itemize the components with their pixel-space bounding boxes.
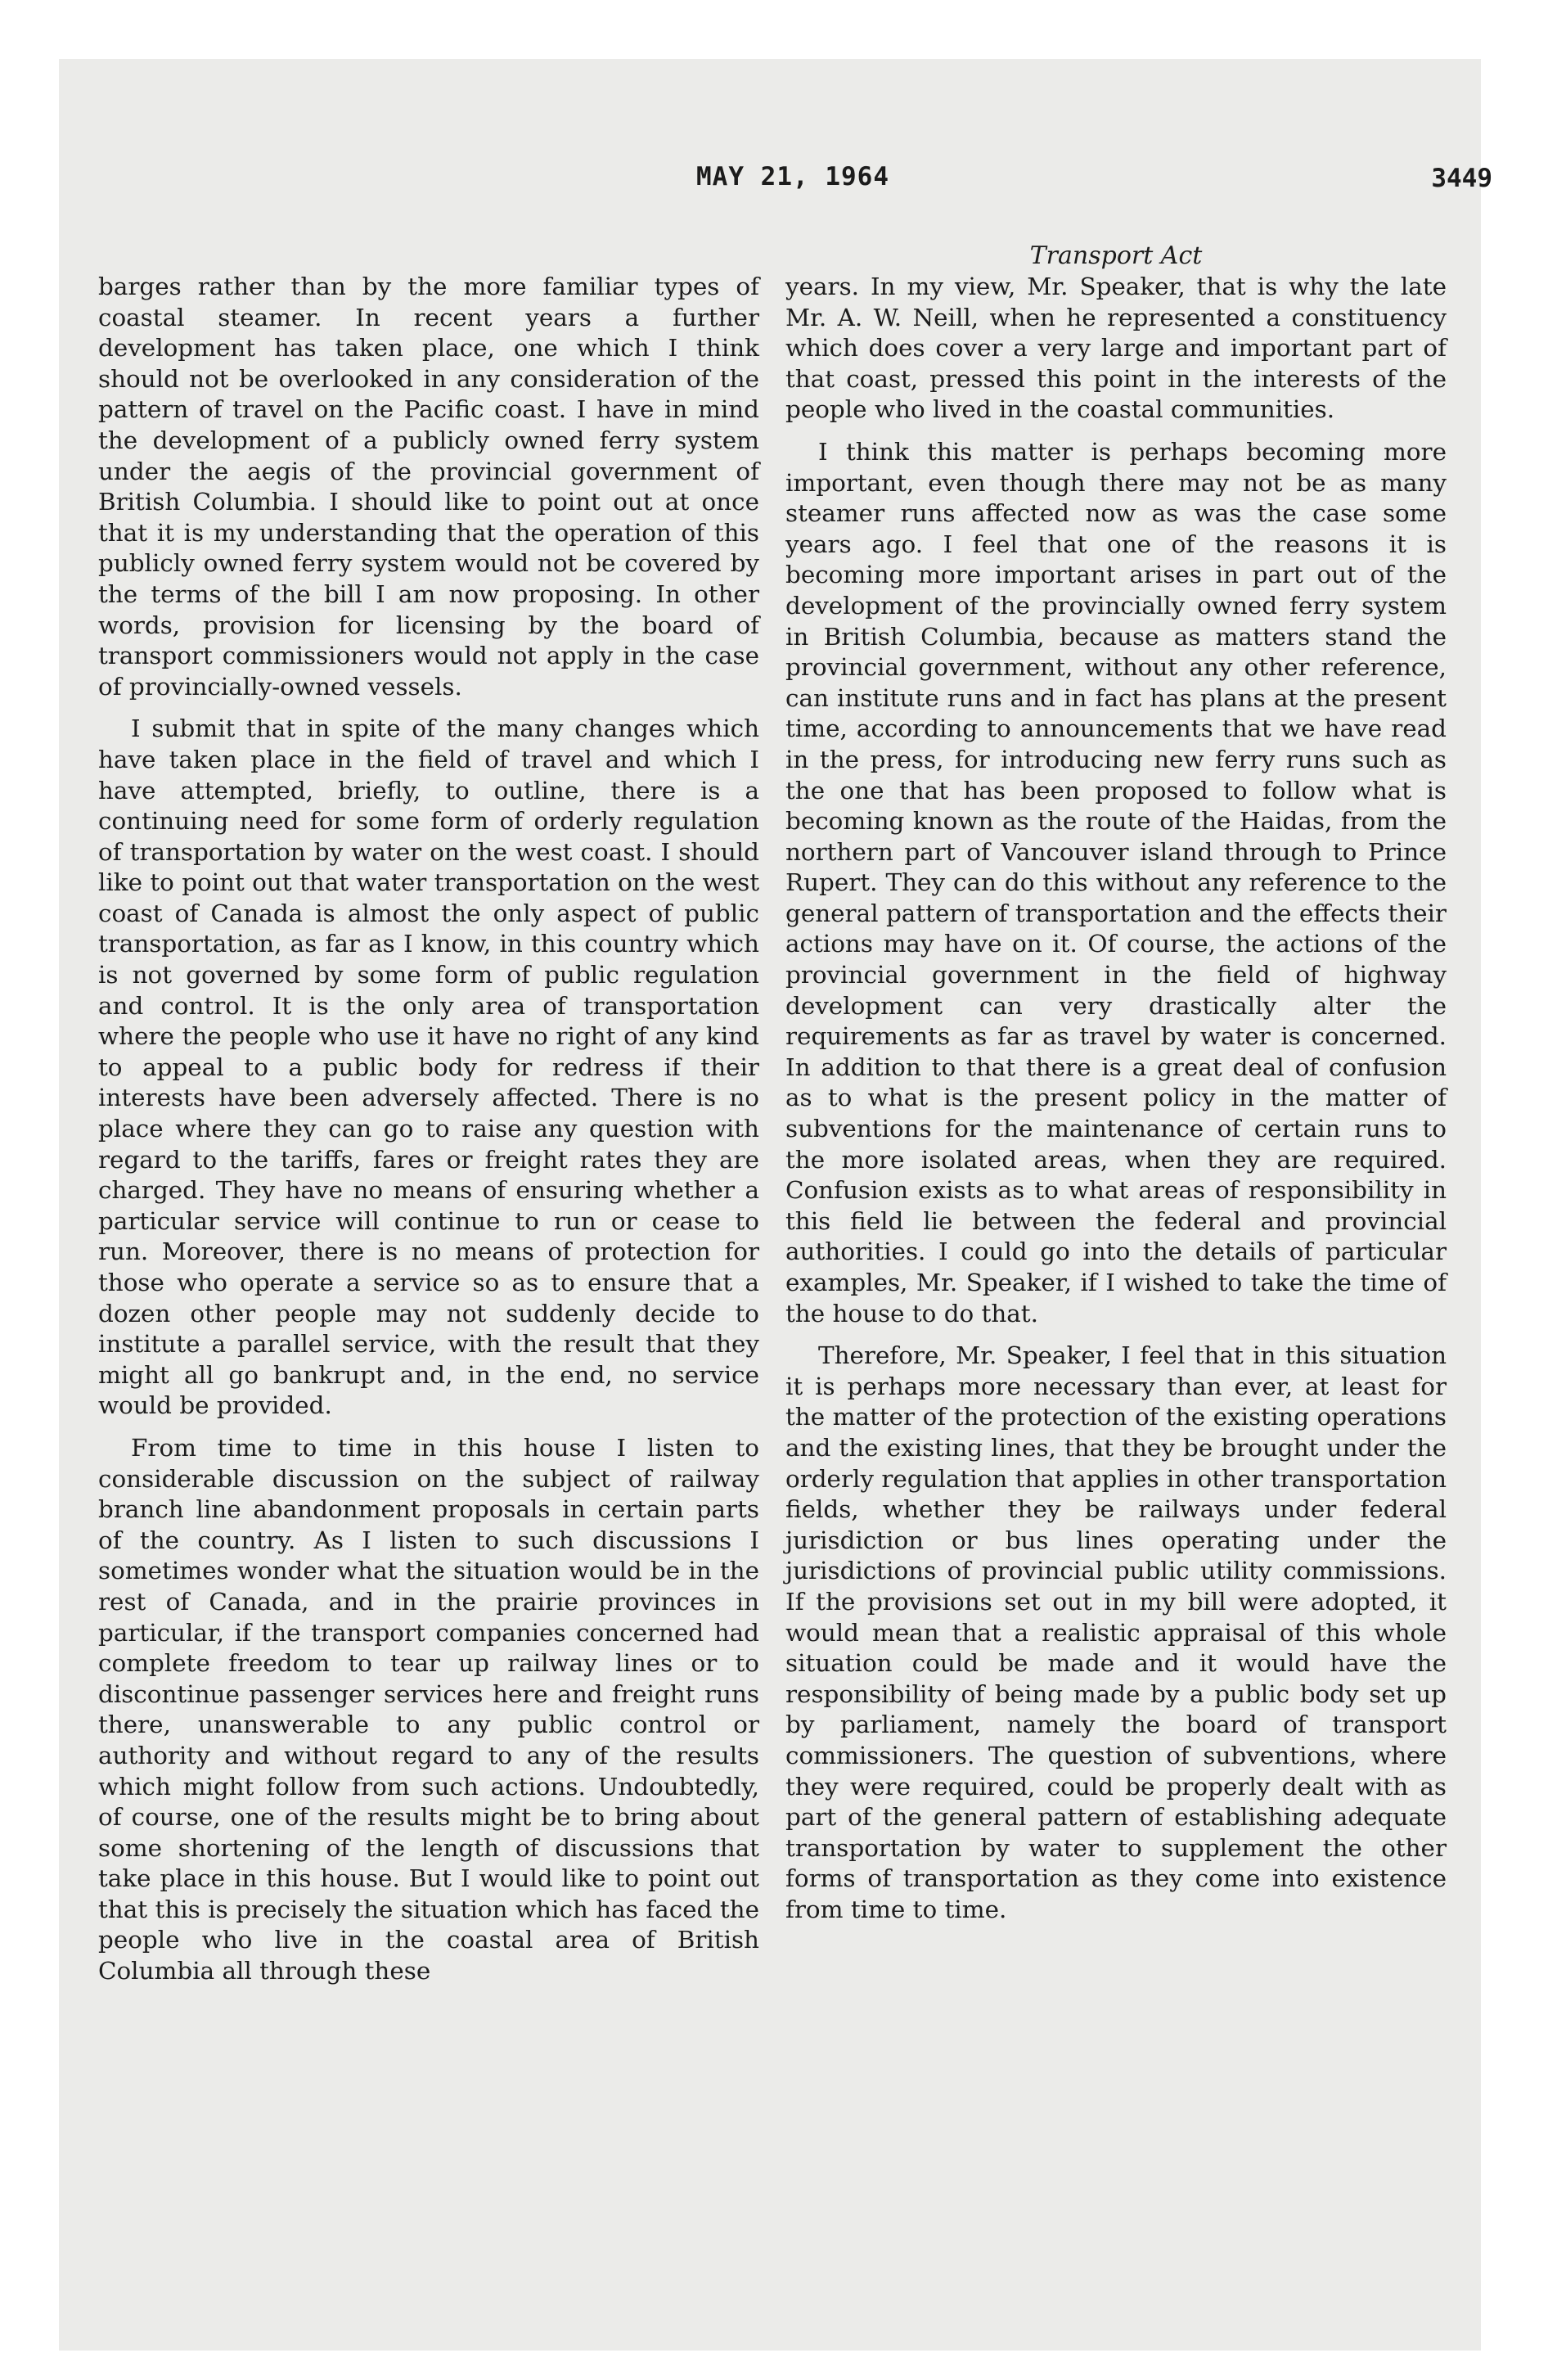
left-paragraph-2: I submit that in spite of the many changes which have taken place in the field of travel and which I have attempted, briefly, to outline, there is a continuing need for some form of orderly regulation of transportation by water on the west coast. I should like to point out that water transportation on the west coast of Canada is almost the only aspect of public transportation, as far as I know, in this country which is not governed by some form of public regulation and control. It is the only area of transportation where the people who use it have no right of any kind to appeal to a public body for redress if their interests have been adversely affected. There is no place where they can go to raise any question with regard to the tariffs, fares or freight rates they are charged. They have no means of ensuring whether a particular service will continue to run or cease to run. Moreover, there is no means of protection for those who operate a service so as to ensure that a dozen other people may not suddenly decide to institute a parallel service, with the result that they might all go bankrupt and, in the end, no service would be provided. <box>98 714 759 1420</box>
right-paragraph-3: Therefore, Mr. Speaker, I feel that in this situation it is perhaps more necessary than ever, at least for the matter of the protection of the existing operations and the existing lines, that they be brought under the orderly regulation that applies in other transportation fields, whether they be railways under federal jurisdiction or bus lines operating under the jurisdictions of provincial public utility commissions. If the provisions set out in my bill were adopted, it would mean that a realistic appraisal of this whole situation could be made and it would have the responsibility of being made by a public body set up by parliament, namely the board of transport commissioners. The question of subventions, where they were required, could be properly dealt with as part of the general pattern of establishing adequate transportation by water to supplement the other forms of transportation as they come into existence from time to time. <box>785 1341 1447 1923</box>
right-paragraph-2: I think this matter is perhaps becoming more important, even though there may not be as many steamer runs affected now as was the case some years ago. I feel that one of the reasons it is becoming more important arises in part out of the development of the provincially owned ferry system in British Columbia, because as matters stand the provincial government, without any other reference, can institute runs and in fact has plans at the present time, according to announcements that we have read in the press, for introducing new ferry runs such as the one that has been proposed to follow what is becoming known as the route of the Haidas, from the northern part of Vancouver island through to Prince Rupert. They can do this without any reference to the general pattern of transportation and the effects their actions may have on it. Of course, the actions of the provincial government in the field of highway development can very drastically alter the requirements as far as travel by water is concerned. In addition to that there is a great deal of confusion as to what is the present policy in the matter of subventions for the maintenance of certain runs to the more isolated areas, when they are required. Confusion exists as to what areas of responsibility in this field lie between the federal and provincial authorities. I could go into the details of particular examples, Mr. Speaker, if I wished to take the time of the house to do that. <box>785 437 1447 1327</box>
left-paragraph-1: barges rather than by the more familiar types of coastal steamer. In recent years a further development has taken place, one which I think should not be overlooked in any consideration of the pattern of travel on the Pacific coast. I have in mind the development of a publicly owned ferry system under the aegis of the provincial government of British Columbia. I should like to point out at once that it is my understanding that the operation of this publicly owned ferry system would not be covered by the terms of the bill I am now proposing. In other words, provision for licensing by the board of transport commissioners would not apply in the case of provincially-owned vessels. <box>98 273 759 701</box>
page-number: 3449 <box>1431 164 1492 193</box>
hansard-page <box>98 162 1492 1986</box>
page-date: MAY 21, 1964 <box>696 162 889 192</box>
left-column <box>98 272 759 1987</box>
running-title: Transport Act <box>1029 241 1203 270</box>
left-paragraph-3: From time to time in this house I listen to considerable discussion on the subject of railway branch line abandonment proposals in certain parts of the country. As I listen to such discussions I sometimes wonder what the situation would be in the rest of Canada, and in the prairie provinces in particular, if the transport companies concerned had complete freedom to tear up railway lines or to discontinue passenger services here and freight runs there, unanswerable to any public control or authority and without regard to any of the results which might follow from such actions. Undoubtedly, of course, one of the results might be to bring about some shortening of the length of discussions that take place in this house. But I would like to point out that this is precisely the situation which has faced the people who live in the coastal area of British Columbia all through these <box>98 1433 759 1986</box>
page-header <box>98 162 1492 201</box>
right-column <box>785 241 1447 1925</box>
right-paragraph-1: years. In my view, Mr. Speaker, that is why the late Mr. A. W. Neill, when he represented a constituency which does cover a very large and important part of that coast, pressed this point in the interests of the people who lived in the coastal communities. <box>785 273 1447 424</box>
